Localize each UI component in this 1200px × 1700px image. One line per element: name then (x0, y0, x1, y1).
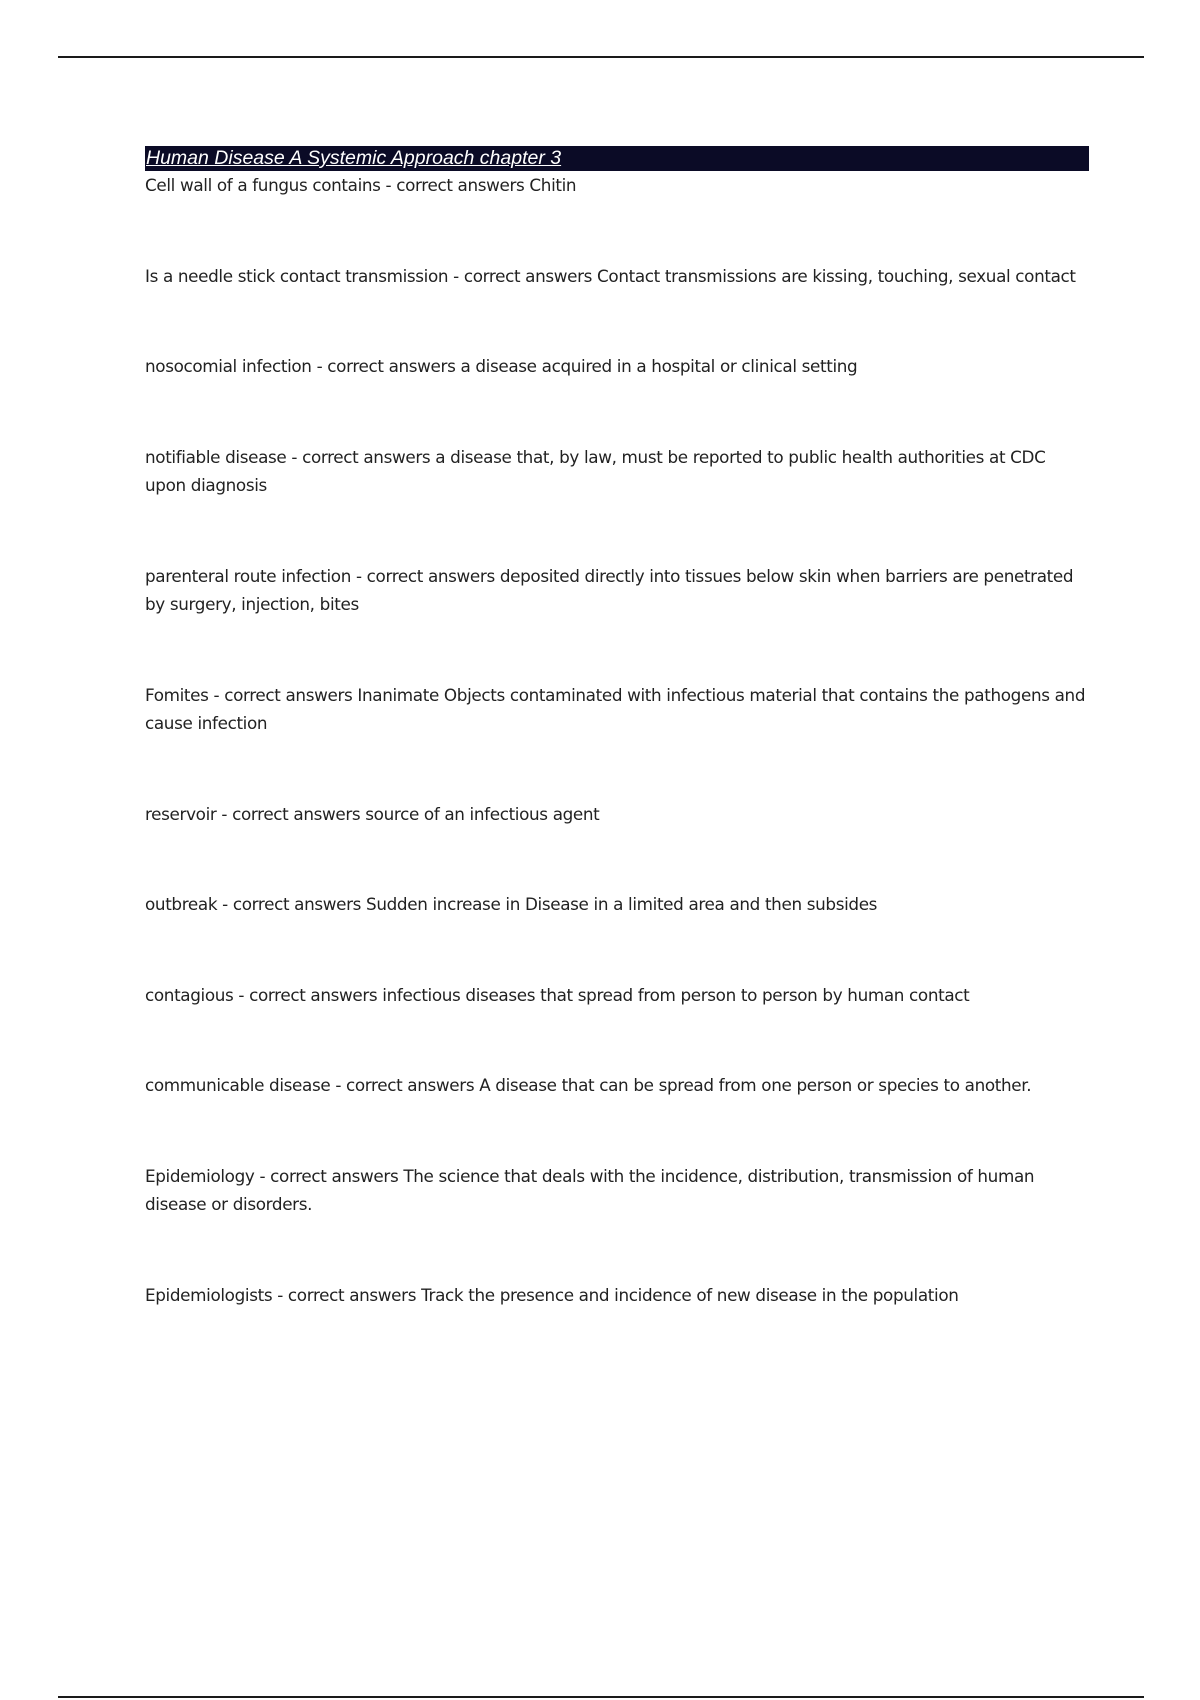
qa-entry: parenteral route infection - correct answers deposited directly into tissues below skin when barriers are penetrated by surgery, injection, bites (145, 565, 1074, 614)
qa-entry: notifiable disease - correct answers a disease that, by law, must be reported to public health authorities at CDC upon diagnosis (145, 446, 1046, 495)
qa-entry: Is a needle stick contact transmission - correct answers Contact transmissions are kissing, touching, sexual contact (145, 265, 1076, 286)
document-title[interactable]: Human Disease A Systemic Approach chapter 3 (145, 146, 1089, 171)
footer-rule (58, 1696, 1144, 1698)
qa-entry: Epidemiology - correct answers The science that deals with the incidence, distribution, transmission of human disease or disorders. (145, 1165, 1035, 1214)
qa-entry: Fomites - correct answers Inanimate Objects contaminated with infectious material that contains the pathogens and cause infection (145, 684, 1086, 733)
qa-entry: Epidemiologists - correct answers Track the presence and incidence of new disease in the population (145, 1284, 959, 1305)
qa-entry: communicable disease - correct answers A disease that can be spread from one person or species to another. (145, 1075, 1032, 1095)
qa-entry: nosocomial infection - correct answers a disease acquired in a hospital or clinical setting (145, 356, 858, 376)
qa-entry: contagious - correct answers infectious diseases that spread from person to person by human contact (145, 984, 970, 1005)
document-body (145, 146, 1089, 1309)
qa-entry: Cell wall of a fungus contains - correct answers Chitin (145, 175, 577, 195)
qa-entry: reservoir - correct answers source of an infectious agent (145, 803, 600, 824)
qa-entry: outbreak - correct answers Sudden increase in Disease in a limited area and then subsides (145, 894, 878, 914)
header-rule (58, 56, 1144, 58)
